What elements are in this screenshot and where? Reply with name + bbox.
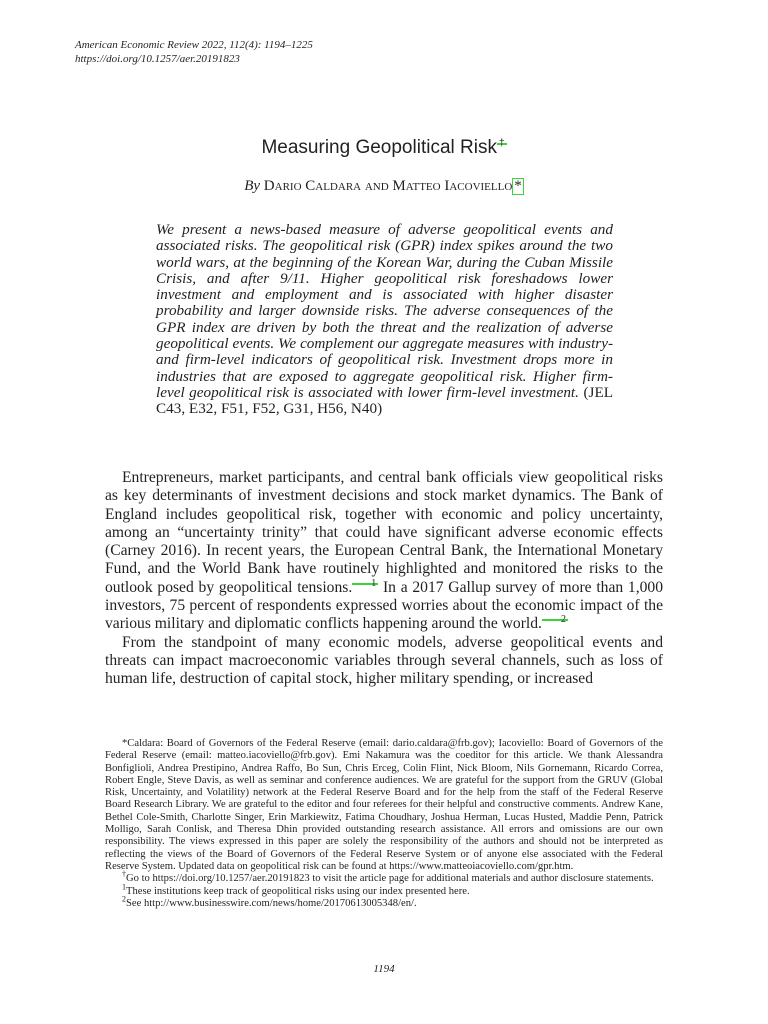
title-text: Measuring Geopolitical Risk — [261, 137, 497, 158]
footnote-author-mark: * — [122, 738, 128, 749]
footnotes — [105, 738, 663, 910]
footnote-2 — [105, 894, 663, 910]
paragraph-1-text-a: Entrepreneurs, market participants, and central bank officials view geopolitical risks as key determinants of investment decisions and stock market dynamics. The Bank of England includes geopolitical risk, together with economic and policy uncertainty, among an “uncertainty trinity” that could have significant adverse economic effects (Carney 2016). In recent years, the European Central Bank, the International Monetary Fund, and the World Bank have routinely highlighted and monitored the risks to the outlook posed by geopolitical tensions. — [105, 469, 663, 596]
footnote-2-mark: 2 — [122, 894, 126, 904]
doi-line: https://doi.org/10.1257/aer.20191823 — [75, 53, 240, 65]
footnote-dagger-mark: † — [122, 869, 126, 879]
footnote-link-1[interactable]: 1 — [352, 583, 378, 585]
paragraph-2: From the standpoint of many economic models, adverse geopolitical events and threats can impact macroeconomic variables through several channels, such as loss of human life, destruction of capital stock, higher military spending, or increased — [105, 633, 663, 688]
abstract-text: We present a news-based measure of adverse geopolitical events and associated risks. The geopolitical risk (GPR) index spikes around the two world wars, at the beginning of the Korean War, during the Cuban Missile Crisis, and after 9/11. Higher geopolitical risk foreshadows lower investment and employment and is associated with higher disaster probability and larger downside risks. The adverse consequences of the GPR index are driven by both the threat and the realization of adverse geopolitical events. We complement our aggregate measures with industry- and firm-level indicators of geopolitical risk. Investment drops more in industries that are exposed to aggregate geopolitical risk. Higher firm-level geopolitical risk is associated with lower firm-level investment. — [156, 221, 613, 401]
paragraph-1 — [105, 469, 663, 634]
author-names: Dario Caldara and Matteo Iacoviello — [263, 178, 513, 194]
footnote-1 — [105, 882, 663, 898]
footnote-dagger-text: Go to https://doi.org/10.1257/aer.20191823 to visit the article page for additional materials and author disclosure statements. — [126, 873, 654, 885]
byline — [0, 178, 768, 195]
journal-citation: American Economic Review 2022, 112(4): 1194–1225 — [75, 39, 313, 51]
article-title — [0, 137, 768, 159]
footnote-1-mark: 1 — [122, 882, 126, 892]
page-number: 1194 — [373, 963, 395, 975]
paragraph-1-text-b: In a 2017 Gallup survey of more than 1,000 investors, 75 percent of respondents expressed worries about the economic impact of the various military and diplomatic conflicts happening around the world. — [105, 578, 664, 633]
author-footnote-link[interactable]: * — [514, 178, 522, 194]
footnote-author — [105, 738, 663, 873]
body-text — [105, 469, 663, 689]
jel-codes: (JEL C43, E32, F51, F52, G31, H56, N40) — [156, 383, 614, 418]
journal-header — [75, 38, 313, 66]
footnote-dagger — [105, 869, 663, 885]
footnote-link-2[interactable]: 2 — [542, 619, 568, 621]
byline-by: By — [244, 178, 261, 194]
footnote-2-text: See http://www.businesswire.com/news/home/20170613005348/en/. — [126, 897, 417, 909]
footnote-author-text: Caldara: Board of Governors of the Federal Reserve (email: dario.caldara@frb.gov); Iacoviello: Board of Governors of the Federal Reserve (email: matteo.iacoviello@frb.gov). Emi Nakamura was the coeditor for this article. We thank Alessandra Bonfiglioli, Andrea Prestipino, Andrea Raffo, Bo Sun, Chris Erceg, Colin Flint, Nick Bloom, Nils Gornemann, Ricardo Correa, Robert Engle, Steve Davis, as well as seminar and conference audiences. We are grateful for the support from the GRUV (Global Risk, Uncertainty, and Volatility) network at the Federal Reserve Board and for the help from the staff of the Federal Reserve Board Research Library. We are grateful to the editor and four referees for their helpful and constructive comments. Andrew Kane, Bethel Cole-Smith, Charlotte Singer, Erin Markiewitz, Fatima Choudhary, Joshua Herman, Lucas Husted, Maddie Penn, Patrick Molligo, Sarah Conlisk, and Theresa Dhin provided outstanding research assistance. All errors and omissions are our own responsibility. The views expressed in this paper are solely the responsibility of the authors and should not be interpreted as reflecting the views of the Board of Governors of the Federal Reserve System or of anyone else associated with the Federal Reserve System. Updated data on geopolitical risk can be found at https://www.matteoiacoviello.com/gpr.htm. — [105, 738, 663, 872]
abstract — [156, 222, 613, 418]
title-footnote-link[interactable]: † — [498, 137, 505, 149]
footnote-1-text: These institutions keep track of geopolitical risks using our index presented here. — [126, 885, 470, 897]
